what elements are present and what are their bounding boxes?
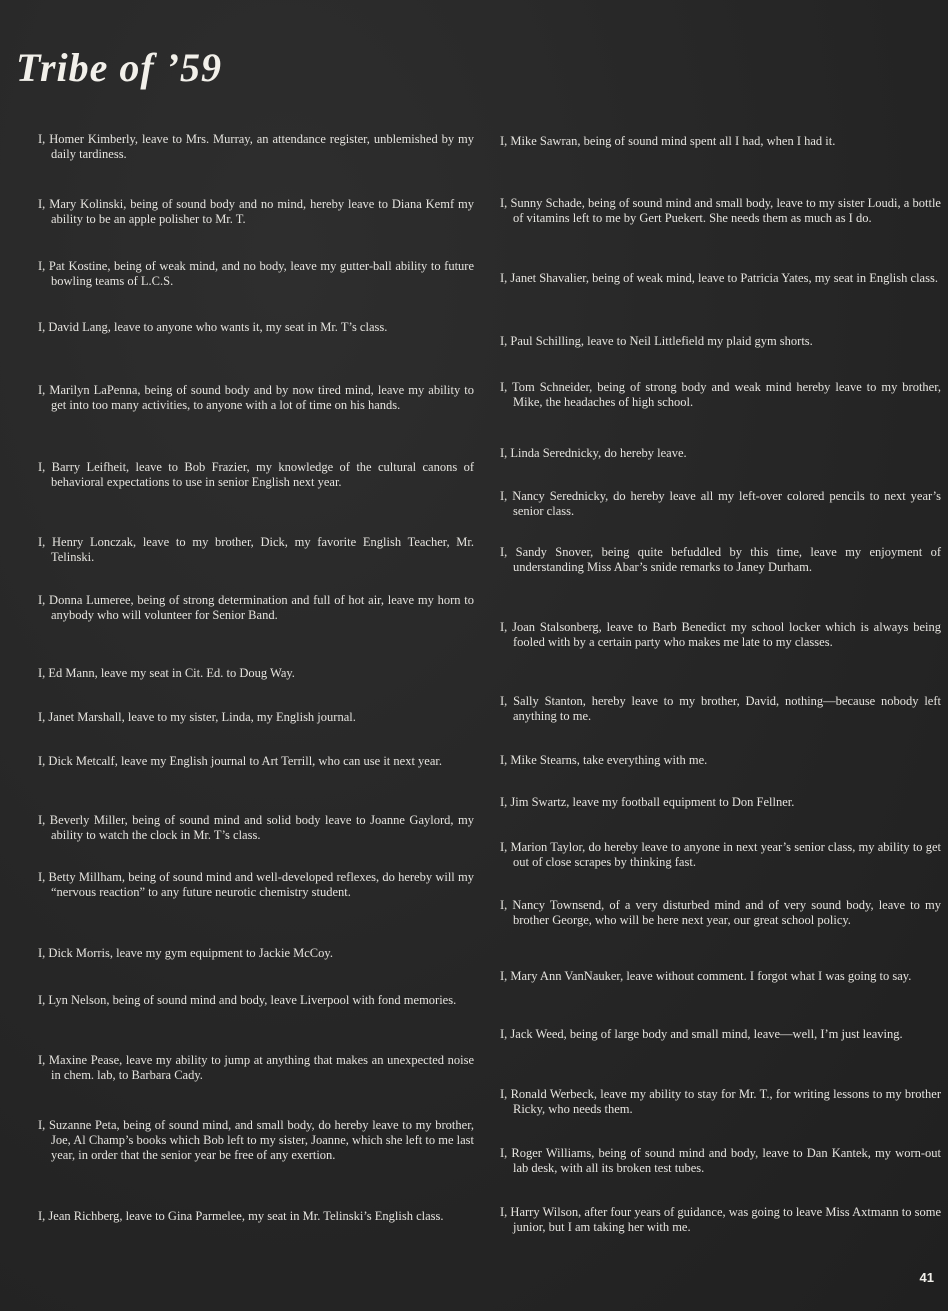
will-entry: I, Marilyn LaPenna, being of sound body and by now tired mind, leave my ability to get into too many activities, to anyone with a lot of time on his hands. xyxy=(38,383,474,412)
will-entry: I, Donna Lumeree, being of strong determination and full of hot air, leave my horn to anybody who will volunteer for Senior Band. xyxy=(38,593,474,622)
will-entry: I, Harry Wilson, after four years of guidance, was going to leave Miss Axtmann to some junior, but I am taking her with me. xyxy=(500,1205,941,1234)
will-entry: I, Tom Schneider, being of strong body and weak mind hereby leave to my brother, Mike, the headaches of high school. xyxy=(500,380,941,409)
will-entry: I, Sandy Snover, being quite befuddled by this time, leave my enjoyment of understanding Miss Abar’s snide remarks to Janey Durham. xyxy=(500,545,941,574)
will-entry: I, Ed Mann, leave my seat in Cit. Ed. to Doug Way. xyxy=(38,666,295,680)
will-entry: I, Sally Stanton, hereby leave to my brother, David, nothing—because nobody left anything to me. xyxy=(500,694,941,723)
will-entry: I, Betty Millham, being of sound mind and well-developed reflexes, do hereby will my “nervous reaction” to any future neurotic chemistry student. xyxy=(38,870,474,899)
will-entry: I, Ronald Werbeck, leave my ability to stay for Mr. T., for writing lessons to my brother Ricky, who needs them. xyxy=(500,1087,941,1116)
will-entry: I, Beverly Miller, being of sound mind and solid body leave to Joanne Gaylord, my ability to watch the clock in Mr. T’s class. xyxy=(38,813,474,842)
will-entry: I, Nancy Serednicky, do hereby leave all my left-over colored pencils to next year’s senior class. xyxy=(500,489,941,518)
will-entry: I, Suzanne Peta, being of sound mind, and small body, do hereby leave to my brother, Joe, Al Champ’s books which Bob left to my sister, Joanne, which she left to me last year, in order that the senior year be free of any exertion. xyxy=(38,1118,474,1162)
will-entry: I, Mary Kolinski, being of sound body and no mind, hereby leave to Diana Kemf my ability to be an apple polisher to Mr. T. xyxy=(38,197,474,226)
will-entry: I, Mike Sawran, being of sound mind spent all I had, when I had it. xyxy=(500,134,836,148)
will-entry: I, Linda Serednicky, do hereby leave. xyxy=(500,446,687,460)
will-entry: I, Jean Richberg, leave to Gina Parmelee, my seat in Mr. Telinski’s English class. xyxy=(38,1209,444,1223)
will-entry: I, Dick Metcalf, leave my English journal to Art Terrill, who can use it next year. xyxy=(38,754,442,768)
will-entry: I, David Lang, leave to anyone who wants it, my seat in Mr. T’s class. xyxy=(38,320,388,334)
will-entry: I, Maxine Pease, leave my ability to jump at anything that makes an unexpected noise in chem. lab, to Barbara Cady. xyxy=(38,1053,474,1082)
will-entry: I, Jim Swartz, leave my football equipment to Don Fellner. xyxy=(500,795,795,809)
will-entry: I, Henry Lonczak, leave to my brother, Dick, my favorite English Teacher, Mr. Telinski. xyxy=(38,535,474,564)
will-entry: I, Sunny Schade, being of sound mind and small body, leave to my sister Loudi, a bottle of vitamins left to me by Gert Puekert. She needs them as much as I do. xyxy=(500,196,941,225)
will-entry: I, Paul Schilling, leave to Neil Littlefield my plaid gym shorts. xyxy=(500,334,813,348)
will-entry: I, Joan Stalsonberg, leave to Barb Benedict my school locker which is always being fooled with by a certain party who makes me late to my classes. xyxy=(500,620,941,649)
will-entry: I, Janet Shavalier, being of weak mind, leave to Patricia Yates, my seat in English class. xyxy=(500,271,938,285)
will-entry: I, Roger Williams, being of sound mind and body, leave to Dan Kantek, my worn-out lab desk, with all its broken test tubes. xyxy=(500,1146,941,1175)
will-entry: I, Janet Marshall, leave to my sister, Linda, my English journal. xyxy=(38,710,356,724)
will-entry: I, Homer Kimberly, leave to Mrs. Murray, an attendance register, unblemished by my daily tardiness. xyxy=(38,132,474,161)
will-entry: I, Pat Kostine, being of weak mind, and no body, leave my gutter-ball ability to future bowling teams of L.C.S. xyxy=(38,259,474,288)
will-entry: I, Dick Morris, leave my gym equipment to Jackie McCoy. xyxy=(38,946,333,960)
will-entry: I, Mike Stearns, take everything with me. xyxy=(500,753,708,767)
page-number: 41 xyxy=(919,1270,934,1285)
will-entry: I, Mary Ann VanNauker, leave without comment. I forgot what I was going to say. xyxy=(500,969,912,983)
will-entry: I, Barry Leifheit, leave to Bob Frazier, my knowledge of the cultural canons of behavioral expectations to use in senior English next year. xyxy=(38,460,474,489)
will-entry: I, Marion Taylor, do hereby leave to anyone in next year’s senior class, my ability to get out of close scrapes by thinking fast. xyxy=(500,840,941,869)
page-title: Tribe of ’59 xyxy=(16,45,223,90)
will-entry: I, Jack Weed, being of large body and small mind, leave—well, I’m just leaving. xyxy=(500,1027,903,1041)
will-entry: I, Nancy Townsend, of a very disturbed mind and of very sound body, leave to my brother George, who will be here next year, our great school policy. xyxy=(500,898,941,927)
will-entry: I, Lyn Nelson, being of sound mind and body, leave Liverpool with fond memories. xyxy=(38,993,457,1007)
